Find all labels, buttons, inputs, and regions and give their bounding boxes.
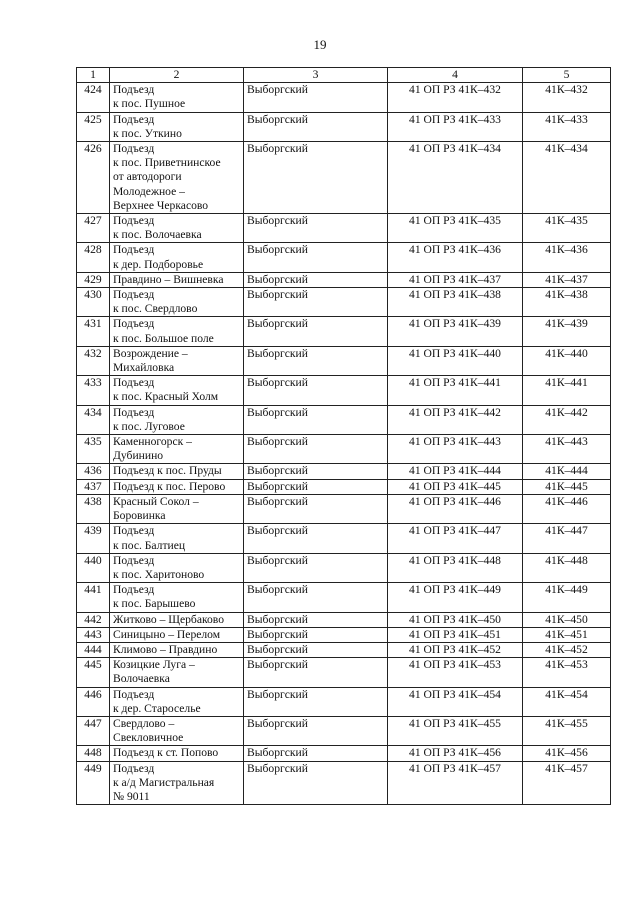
road-name-line: Подъезд к ст. Попово xyxy=(113,746,219,760)
road-name-line: Синицыно – Перелом xyxy=(113,627,221,641)
identification-number: 41 ОП РЗ 41К–434 xyxy=(388,142,523,214)
column-header: 1 xyxy=(77,68,110,83)
row-number: 449 xyxy=(77,761,110,805)
district: Выборгский xyxy=(244,583,388,612)
registration-number: 41К–443 xyxy=(523,435,611,464)
registration-number: 41К–442 xyxy=(523,405,611,434)
district: Выборгский xyxy=(244,112,388,141)
road-name-line: Боровинка xyxy=(113,509,166,523)
registration-number: 41К–434 xyxy=(523,142,611,214)
district: Выборгский xyxy=(244,317,388,346)
identification-number: 41 ОП РЗ 41К–453 xyxy=(388,658,523,687)
identification-number: 41 ОП РЗ 41К–448 xyxy=(388,553,523,582)
road-name-line: Подъезд xyxy=(113,405,155,419)
road-name-line: от автодороги xyxy=(113,170,182,184)
district: Выборгский xyxy=(244,405,388,434)
road-name-line: Волочаевка xyxy=(113,672,170,686)
table-row xyxy=(77,317,611,346)
table-row xyxy=(77,346,611,375)
row-number: 435 xyxy=(77,435,110,464)
road-name xyxy=(110,346,244,375)
road-name-line: № 9011 xyxy=(113,789,150,803)
road-name-line: Подъезд xyxy=(113,142,155,156)
table-row xyxy=(77,553,611,582)
road-name-line: Подъезд xyxy=(113,288,155,302)
row-number: 433 xyxy=(77,376,110,405)
road-name-line: Подъезд xyxy=(113,243,155,257)
road-name-line: Подъезд xyxy=(113,524,155,538)
column-header: 4 xyxy=(388,68,523,83)
row-number: 426 xyxy=(77,142,110,214)
registration-number: 41К–441 xyxy=(523,376,611,405)
district: Выборгский xyxy=(244,746,388,761)
road-name-line: Подъезд xyxy=(113,214,155,228)
identification-number: 41 ОП РЗ 41К–455 xyxy=(388,716,523,745)
table-row xyxy=(77,112,611,141)
road-name xyxy=(110,272,244,287)
row-number: 445 xyxy=(77,658,110,687)
table-row xyxy=(77,272,611,287)
identification-number: 41 ОП РЗ 41К–435 xyxy=(388,214,523,243)
district: Выборгский xyxy=(244,524,388,553)
road-name-line: Верхнее Черкасово xyxy=(113,198,209,212)
identification-number: 41 ОП РЗ 41К–441 xyxy=(388,376,523,405)
district: Выборгский xyxy=(244,658,388,687)
registration-number: 41К–444 xyxy=(523,464,611,479)
road-name xyxy=(110,243,244,272)
road-name-line: Свердлово – xyxy=(113,716,175,730)
table-row xyxy=(77,716,611,745)
district: Выборгский xyxy=(244,494,388,523)
identification-number: 41 ОП РЗ 41К–439 xyxy=(388,317,523,346)
road-name-line: к пос. Красный Холм xyxy=(113,390,219,404)
registration-number: 41К–436 xyxy=(523,243,611,272)
road-name xyxy=(110,464,244,479)
district: Выборгский xyxy=(244,687,388,716)
table-row xyxy=(77,612,611,627)
road-name xyxy=(110,214,244,243)
identification-number: 41 ОП РЗ 41К–454 xyxy=(388,687,523,716)
row-number: 446 xyxy=(77,687,110,716)
row-number: 443 xyxy=(77,627,110,642)
table-row xyxy=(77,524,611,553)
row-number: 431 xyxy=(77,317,110,346)
registration-number: 41К–453 xyxy=(523,658,611,687)
registration-number: 41К–454 xyxy=(523,687,611,716)
table-row xyxy=(77,435,611,464)
table-row xyxy=(77,405,611,434)
registration-number: 41К–440 xyxy=(523,346,611,375)
column-header: 2 xyxy=(110,68,244,83)
road-name-line: к пос. Харитоново xyxy=(113,567,205,581)
road-name-line: Подъезд xyxy=(113,83,155,97)
district: Выборгский xyxy=(244,627,388,642)
road-name xyxy=(110,612,244,627)
road-name-line: Козицкие Луга – xyxy=(113,658,195,672)
table-row xyxy=(77,583,611,612)
road-name-line: к пос. Барышево xyxy=(113,597,196,611)
row-number: 440 xyxy=(77,553,110,582)
registration-number: 41К–450 xyxy=(523,612,611,627)
road-name-line: к пос. Большое поле xyxy=(113,331,214,345)
road-name-line: Дубинино xyxy=(113,449,164,463)
table-row xyxy=(77,376,611,405)
road-name-line: Молодежное – xyxy=(113,184,185,198)
road-name-line: к пос. Уткино xyxy=(113,126,182,140)
row-number: 448 xyxy=(77,746,110,761)
registration-number: 41К–452 xyxy=(523,642,611,657)
district: Выборгский xyxy=(244,346,388,375)
road-name-line: Красный Сокол – xyxy=(113,494,199,508)
identification-number: 41 ОП РЗ 41К–432 xyxy=(388,83,523,112)
road-name xyxy=(110,83,244,112)
district: Выборгский xyxy=(244,435,388,464)
registration-number: 41К–433 xyxy=(523,112,611,141)
road-name xyxy=(110,524,244,553)
registration-number: 41К–457 xyxy=(523,761,611,805)
row-number: 447 xyxy=(77,716,110,745)
row-number: 442 xyxy=(77,612,110,627)
road-name xyxy=(110,494,244,523)
road-name-line: Подъезд xyxy=(113,376,155,390)
table-row xyxy=(77,214,611,243)
road-name xyxy=(110,583,244,612)
road-name-line: Житково – Щербаково xyxy=(113,612,225,626)
row-number: 428 xyxy=(77,243,110,272)
district: Выборгский xyxy=(244,288,388,317)
road-name-line: к дер. Подборовье xyxy=(113,257,204,271)
identification-number: 41 ОП РЗ 41К–450 xyxy=(388,612,523,627)
identification-number: 41 ОП РЗ 41К–445 xyxy=(388,479,523,494)
road-name xyxy=(110,746,244,761)
district: Выборгский xyxy=(244,642,388,657)
row-number: 439 xyxy=(77,524,110,553)
identification-number: 41 ОП РЗ 41К–436 xyxy=(388,243,523,272)
road-name-line: к пос. Балтиец xyxy=(113,538,186,552)
table-body xyxy=(77,83,611,805)
table-row xyxy=(77,142,611,214)
road-name-line: к дер. Старосельe xyxy=(113,701,201,715)
road-name-line: Подъезд xyxy=(113,687,155,701)
road-name-line: Подъезд xyxy=(113,553,155,567)
row-number: 434 xyxy=(77,405,110,434)
road-name xyxy=(110,142,244,214)
road-name-line: Подъезд к пос. Пруды xyxy=(113,464,222,478)
row-number: 432 xyxy=(77,346,110,375)
registration-number: 41К–449 xyxy=(523,583,611,612)
row-number: 424 xyxy=(77,83,110,112)
district: Выборгский xyxy=(244,553,388,582)
road-name xyxy=(110,112,244,141)
table-row xyxy=(77,464,611,479)
row-number: 427 xyxy=(77,214,110,243)
registration-number: 41К–445 xyxy=(523,479,611,494)
identification-number: 41 ОП РЗ 41К–442 xyxy=(388,405,523,434)
district: Выборгский xyxy=(244,272,388,287)
district: Выборгский xyxy=(244,479,388,494)
road-name xyxy=(110,761,244,805)
road-name-line: к пос. Приветнинское xyxy=(113,156,221,170)
road-name-line: к а/д Магистральная xyxy=(113,775,215,789)
road-name xyxy=(110,317,244,346)
road-name-line: к пос. Свердлово xyxy=(113,302,198,316)
identification-number: 41 ОП РЗ 41К–446 xyxy=(388,494,523,523)
table-row xyxy=(77,687,611,716)
district: Выборгский xyxy=(244,243,388,272)
registration-number: 41К–435 xyxy=(523,214,611,243)
road-name xyxy=(110,658,244,687)
table-row xyxy=(77,642,611,657)
identification-number: 41 ОП РЗ 41К–437 xyxy=(388,272,523,287)
road-name xyxy=(110,288,244,317)
table-row xyxy=(77,746,611,761)
road-name-line: к пос. Волочаевка xyxy=(113,228,202,242)
road-name xyxy=(110,376,244,405)
road-name-line: Подъезд xyxy=(113,761,155,775)
road-name xyxy=(110,687,244,716)
road-name xyxy=(110,716,244,745)
road-name-line: Подъезд xyxy=(113,583,155,597)
page-number: 19 xyxy=(313,37,327,52)
road-register-table xyxy=(76,67,611,805)
district: Выборгский xyxy=(244,214,388,243)
road-name xyxy=(110,553,244,582)
registration-number: 41К–438 xyxy=(523,288,611,317)
row-number: 438 xyxy=(77,494,110,523)
road-name-line: к пос. Пушное xyxy=(113,97,186,111)
registration-number: 41К–437 xyxy=(523,272,611,287)
road-name xyxy=(110,405,244,434)
table-row xyxy=(77,288,611,317)
registration-number: 41К–447 xyxy=(523,524,611,553)
row-number: 429 xyxy=(77,272,110,287)
road-name-line: Правдино – Вишневка xyxy=(113,272,224,286)
table-row xyxy=(77,83,611,112)
row-number: 425 xyxy=(77,112,110,141)
identification-number: 41 ОП РЗ 41К–456 xyxy=(388,746,523,761)
district: Выборгский xyxy=(244,761,388,805)
column-header: 3 xyxy=(244,68,388,83)
identification-number: 41 ОП РЗ 41К–452 xyxy=(388,642,523,657)
district: Выборгский xyxy=(244,142,388,214)
table-header-row xyxy=(77,68,611,83)
registration-number: 41К–456 xyxy=(523,746,611,761)
row-number: 441 xyxy=(77,583,110,612)
road-name-line: Михайловка xyxy=(113,361,175,375)
identification-number: 41 ОП РЗ 41К–457 xyxy=(388,761,523,805)
registration-number: 41К–448 xyxy=(523,553,611,582)
identification-number: 41 ОП РЗ 41К–440 xyxy=(388,346,523,375)
district: Выборгский xyxy=(244,464,388,479)
row-number: 437 xyxy=(77,479,110,494)
identification-number: 41 ОП РЗ 41К–444 xyxy=(388,464,523,479)
row-number: 444 xyxy=(77,642,110,657)
district: Выборгский xyxy=(244,376,388,405)
table-row xyxy=(77,627,611,642)
row-number: 430 xyxy=(77,288,110,317)
column-header: 5 xyxy=(523,68,611,83)
identification-number: 41 ОП РЗ 41К–451 xyxy=(388,627,523,642)
registration-number: 41К–455 xyxy=(523,716,611,745)
table-row xyxy=(77,761,611,805)
road-name-line: Свекловичное xyxy=(113,731,184,745)
road-name-line: Подъезд xyxy=(113,317,155,331)
road-name xyxy=(110,479,244,494)
road-name xyxy=(110,627,244,642)
road-name-line: Каменногорск – xyxy=(113,435,192,449)
identification-number: 41 ОП РЗ 41К–447 xyxy=(388,524,523,553)
road-name-line: Климово – Правдино xyxy=(113,642,218,656)
identification-number: 41 ОП РЗ 41К–438 xyxy=(388,288,523,317)
road-name xyxy=(110,435,244,464)
road-name-line: Подъезд xyxy=(113,112,155,126)
district: Выборгский xyxy=(244,83,388,112)
registration-number: 41К–439 xyxy=(523,317,611,346)
district: Выборгский xyxy=(244,612,388,627)
identification-number: 41 ОП РЗ 41К–449 xyxy=(388,583,523,612)
registration-number: 41К–432 xyxy=(523,83,611,112)
registration-number: 41К–446 xyxy=(523,494,611,523)
registration-number: 41К–451 xyxy=(523,627,611,642)
road-name-line: к пос. Луговое xyxy=(113,419,185,433)
table-row xyxy=(77,658,611,687)
road-name-line: Возрождение – xyxy=(113,346,188,360)
identification-number: 41 ОП РЗ 41К–443 xyxy=(388,435,523,464)
table-row xyxy=(77,479,611,494)
road-name xyxy=(110,642,244,657)
identification-number: 41 ОП РЗ 41К–433 xyxy=(388,112,523,141)
table-row xyxy=(77,494,611,523)
table-row xyxy=(77,243,611,272)
district: Выборгский xyxy=(244,716,388,745)
road-name-line: Подъезд к пос. Перово xyxy=(113,479,226,493)
row-number: 436 xyxy=(77,464,110,479)
